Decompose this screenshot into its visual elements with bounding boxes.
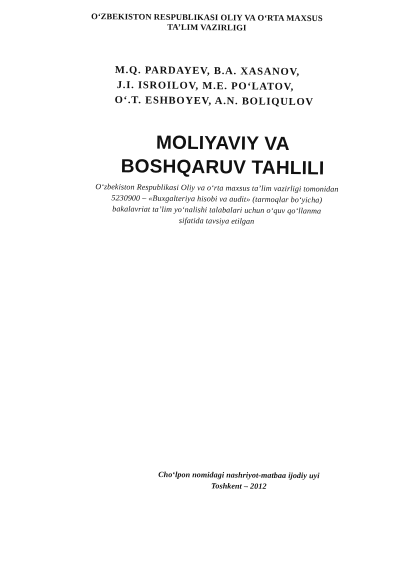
authors-line-1: M.Q. PARDAYEV, B.A. XASANOV, (114, 64, 301, 78)
approval-line-3: bakalavriat ta’lim yo‘nalishi talabalari uchun o‘quv qo‘llanma (112, 204, 322, 216)
authors-line-2: J.I. ISROILOV, M.E. PO‘LATOV, (116, 80, 295, 93)
book-title-line-1: MOLIYAVIY VA (155, 132, 290, 156)
publisher-line-2: Toshkent – 2012 (211, 481, 267, 491)
publisher-line-1: Cho‘lpon nomidagi nashriyot-matbaa ijodiy uyi (158, 470, 320, 481)
authors-line-3: O‘.T. ESHBOYEV, A.N. BOLIQULOV (114, 94, 314, 109)
approval-note (82, 181, 352, 228)
book-title (97, 131, 347, 182)
approval-line-1: O‘zbekiston Respublikasi Oliy va o‘rta maxsus ta’lim vazirligi tomonidan (95, 182, 339, 194)
publisher-imprint (154, 469, 324, 492)
approval-line-2: 5230900 – «Buxgalteriya hisobi va audit» (tarmoqlar bo‘yicha) (111, 193, 323, 205)
ministry-line-1: O‘ZBEKISTON RESPUBLIKASI OLIY VA O‘RTA MAXSUS (91, 11, 323, 24)
approval-line-4: sifatida tavsiya etilgan (178, 216, 255, 226)
authors-block (115, 63, 325, 110)
ministry-heading (82, 11, 332, 33)
ministry-line-2: TA’LIM VAZIRLIGI (167, 21, 247, 33)
book-title-line-2: BOSHQARUV TAHLILI (120, 156, 325, 180)
